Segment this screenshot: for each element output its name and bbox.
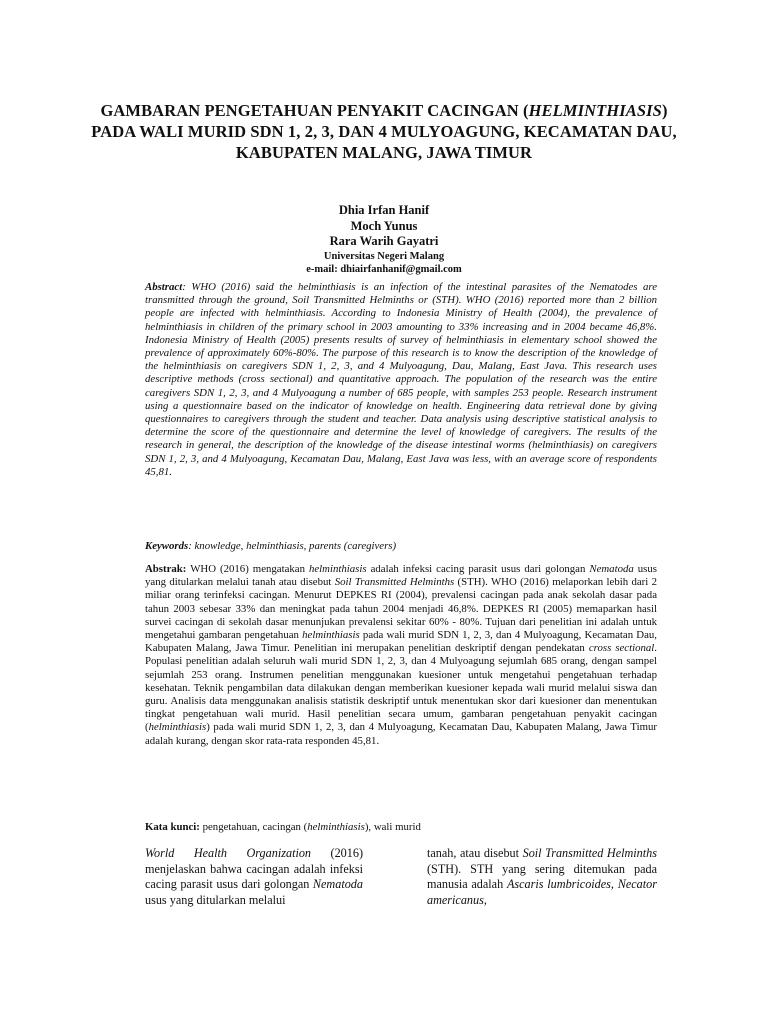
keywords-indonesian: Kata kunci: pengetahuan, cacingan (helminthiasis), wali murid — [145, 821, 421, 833]
kata-kunci-label: Kata kunci: — [145, 821, 200, 833]
author-name: Dhia Irfan Hanif — [338, 203, 430, 217]
title-line-3: KABUPATEN MALANG, JAWA TIMUR — [235, 143, 533, 162]
abstract-indonesian: Abstrak: WHO (2016) mengatakan helminthiasis adalah infeksi cacing parasit usus dari golongan Nematoda usus yang ditularkan melalui tanah atau disebut Soil Transmitted Helminths (STH). WHO (2016) melaporkan lebih dari 2 miliar orang terinfeksi cacingan. Menurut DEPKES RI (2004), prevalensi cacingan pada anak sekolah dasar pada tahun 2003 sebesar 33% dan meningkat pada tahun 2004 menjadi 46,8%. DEPKES RI (2005) memaparkan hasil survei cacingan di sekolah dasar menunjukan prevalensi sekitar 60% - 80%. Tujuan dari penelitian ini adalah untuk mengetahui gambaran pengetahuan helminthiasis pada wali murid SDN 1, 2, 3, dan 4 Mulyoagung, Kecamatan Dau, Kabupaten Malang, Jawa Timur. Penelitian ini merupakan penelitian deskriptif dengan pendekatan cross sectional. Populasi penelitian adalah seluruh wali murid SDN 1, 2, 3, dan 4 Mulyoagung sejumlah 685 orang, dengan sampel sejumlah 253 orang. Instrumen penelitian menggunakan kuesioner untuk mengetahui pengetahuan terhadap kesehatan. Teknik pengambilan data dilakukan dengan memberikan kuesioner kepada wali murid melalui siswa dan guru. Analisis data menggunakan analisis statistik deskriptif untuk menentukan skor dari kuesioner dan menentukan tingkat pengetahuan wali murid. Hasil penelitian secara umum, gambaran pengetahuan penyakit cacingan (helminthiasis) pada wali murid SDN 1, 2, 3, dan 4 Mulyoagung, Kecamatan Dau, Kabupaten Malang, Jawa Timur adalah kurang, dengan skor rata-rata responden 45,81. — [145, 563, 658, 747]
body-column-left: World Health Organization (2016) menjelaskan bahwa cacingan adalah infeksi cacing parasit usus dari golongan Nematoda usus yang ditularkan melalui — [145, 846, 363, 907]
abstract-english-text: : WHO (2016) said the helminthiasis is an infection of the intestinal parasites of the Nematodes are transmitted through the ground, Soil Transmitted Helminths or (STH). WHO (2016) reported more than 2 billion people are infected with helminthiasis. According to Indonesia Ministry of Health (2004), the prevalence of helminthiasis in children of the primary school in 2003 amounting to 33% increasing and in 2004 became 46,8%. Indonesia Ministry of Health (2005) presents results of survey of helminthiasis in elementary school showed the prevalence of approximately 60%-80%. The purpose of this research is to know the description of the knowledge of the helminthiasis on caregivers SDN 1, 2, 3, and 4 Mulyoagung, Dau, Malang, East Java. This research uses descriptive methods (cross sectional) and quantitative approach. The population of the research was the entire caregivers SDN 1, 2, 3, and 4 Mulyoagung a number of 685 people, with samples 253 people. Research instrument using a questionnaire based on the indicator of knowledge on health. Engineering data retrieval done by giving questionnaires to caregivers through the student and teacher. Data analysis using descriptive statistical analysis to determine the score of the questionnaire and determine the level of knowledge of caregivers. The results of the research in general, the description of the knowledge of the disease intestinal worms (helminthiasis) on caregivers SDN 1, 2, 3, and 4 Mulyoagung, Kecamatan Dau, Malang, East Java was less, with an average score of respondents 45,81. — [145, 281, 657, 478]
title-line-1: GAMBARAN PENGETAHUAN PENYAKIT CACINGAN (HELMINTHIASIS) — [100, 101, 668, 120]
keywords-english — [145, 540, 657, 553]
affiliation: Universitas Negeri Malang — [323, 250, 445, 262]
abstract-english — [145, 281, 657, 479]
keywords-english-text: : knowledge, helminthiasis, parents (caregivers) — [188, 540, 397, 552]
title-line-2: PADA WALI MURID SDN 1, 2, 3, DAN 4 MULYOAGUNG, KECAMATAN DAU, — [91, 122, 677, 141]
body-column-right: tanah, atau disebut Soil Transmitted Helminths (STH). STH yang sering ditemukan pada manusia adalah Ascaris lumbricoides, Necator americanus, — [427, 846, 657, 907]
author-block — [0, 203, 768, 276]
author-email: e-mail: dhiairfanhanif@gmail.com — [306, 263, 462, 275]
author-name: Rara Warih Gayatri — [329, 234, 439, 248]
abstrak-label: Abstrak: — [145, 563, 187, 575]
abstract-label: Abstract — [145, 281, 183, 293]
author-name: Moch Yunus — [350, 218, 418, 233]
keywords-label: Keywords — [145, 540, 189, 552]
title-italic-term: HELMINTHIASIS — [528, 101, 662, 120]
paper-title — [90, 100, 678, 163]
